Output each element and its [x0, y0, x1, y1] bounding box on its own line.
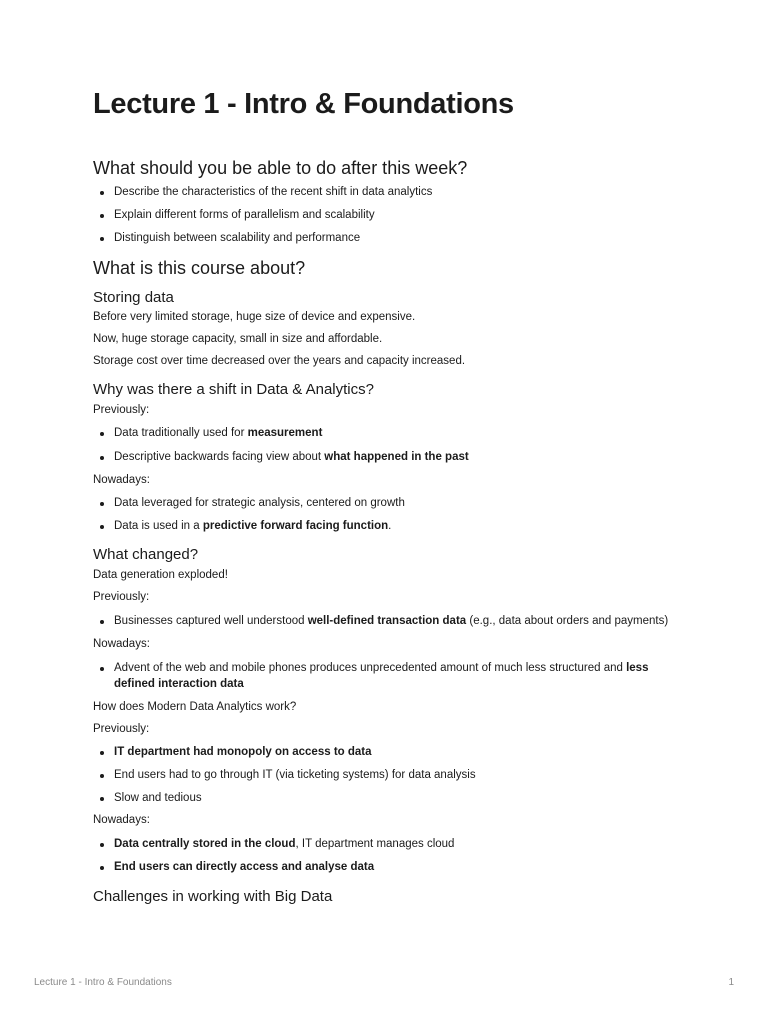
document-page [93, 86, 683, 907]
page-number: 1 [728, 977, 734, 988]
list-item: IT department had monopoly on access to data [93, 744, 683, 760]
changed-line: Data generation exploded! [93, 569, 228, 581]
shift-nowadays-list [93, 495, 683, 534]
list-item: Distinguish between scalability and performance [93, 230, 683, 246]
list-item: Descriptive backwards facing view about what happened in the past [93, 449, 683, 465]
changed-heading: What changed? [93, 546, 199, 563]
nowadays-label: Nowadays: [93, 638, 150, 650]
shift-heading: Why was there a shift in Data & Analytics? [93, 381, 374, 398]
nowadays-label: Nowadays: [93, 474, 150, 486]
previously-label: Previously: [93, 404, 150, 416]
storing-line: Now, huge storage capacity, small in size and affordable. [93, 333, 383, 345]
list-item: Businesses captured well understood well-defined transaction data (e.g., data about orders and payments) [93, 613, 683, 629]
question-line: How does Modern Data Analytics work? [93, 701, 297, 713]
objectives-heading: What should you be able to do after this week? [93, 158, 468, 178]
list-item: Advent of the web and mobile phones produces unprecedented amount of much less structured and less defined interaction data [93, 660, 683, 692]
list-item: End users had to go through IT (via ticketing systems) for data analysis [93, 767, 683, 783]
nowadays-label: Nowadays: [93, 814, 150, 826]
storing-heading: Storing data [93, 289, 174, 306]
storing-line: Storage cost over time decreased over the years and capacity increased. [93, 355, 466, 367]
changed-nowadays-list [93, 660, 683, 692]
shift-previously-list [93, 425, 683, 465]
storing-line: Before very limited storage, huge size of device and expensive. [93, 311, 416, 323]
list-item: Describe the characteristics of the recent shift in data analytics [93, 184, 683, 200]
objectives-list [93, 184, 683, 246]
course-heading: What is this course about? [93, 258, 306, 278]
list-item: End users can directly access and analyse data [93, 859, 683, 875]
list-item: Slow and tedious [93, 790, 683, 806]
list-item: Data leveraged for strategic analysis, centered on growth [93, 495, 683, 511]
previously-label: Previously: [93, 723, 150, 735]
page-title: Lecture 1 - Intro & Foundations [93, 88, 514, 120]
modern-nowadays-list [93, 836, 683, 875]
previously-label: Previously: [93, 591, 150, 603]
challenges-heading: Challenges in working with Big Data [93, 888, 333, 905]
list-item: Data is used in a predictive forward facing function. [93, 518, 683, 534]
changed-previously-list [93, 613, 683, 629]
list-item: Data centrally stored in the cloud, IT department manages cloud [93, 836, 683, 852]
footer-title: Lecture 1 - Intro & Foundations [34, 977, 172, 988]
list-item: Explain different forms of parallelism and scalability [93, 207, 683, 223]
list-item: Data traditionally used for measurement [93, 425, 683, 441]
modern-previously-list [93, 744, 683, 806]
